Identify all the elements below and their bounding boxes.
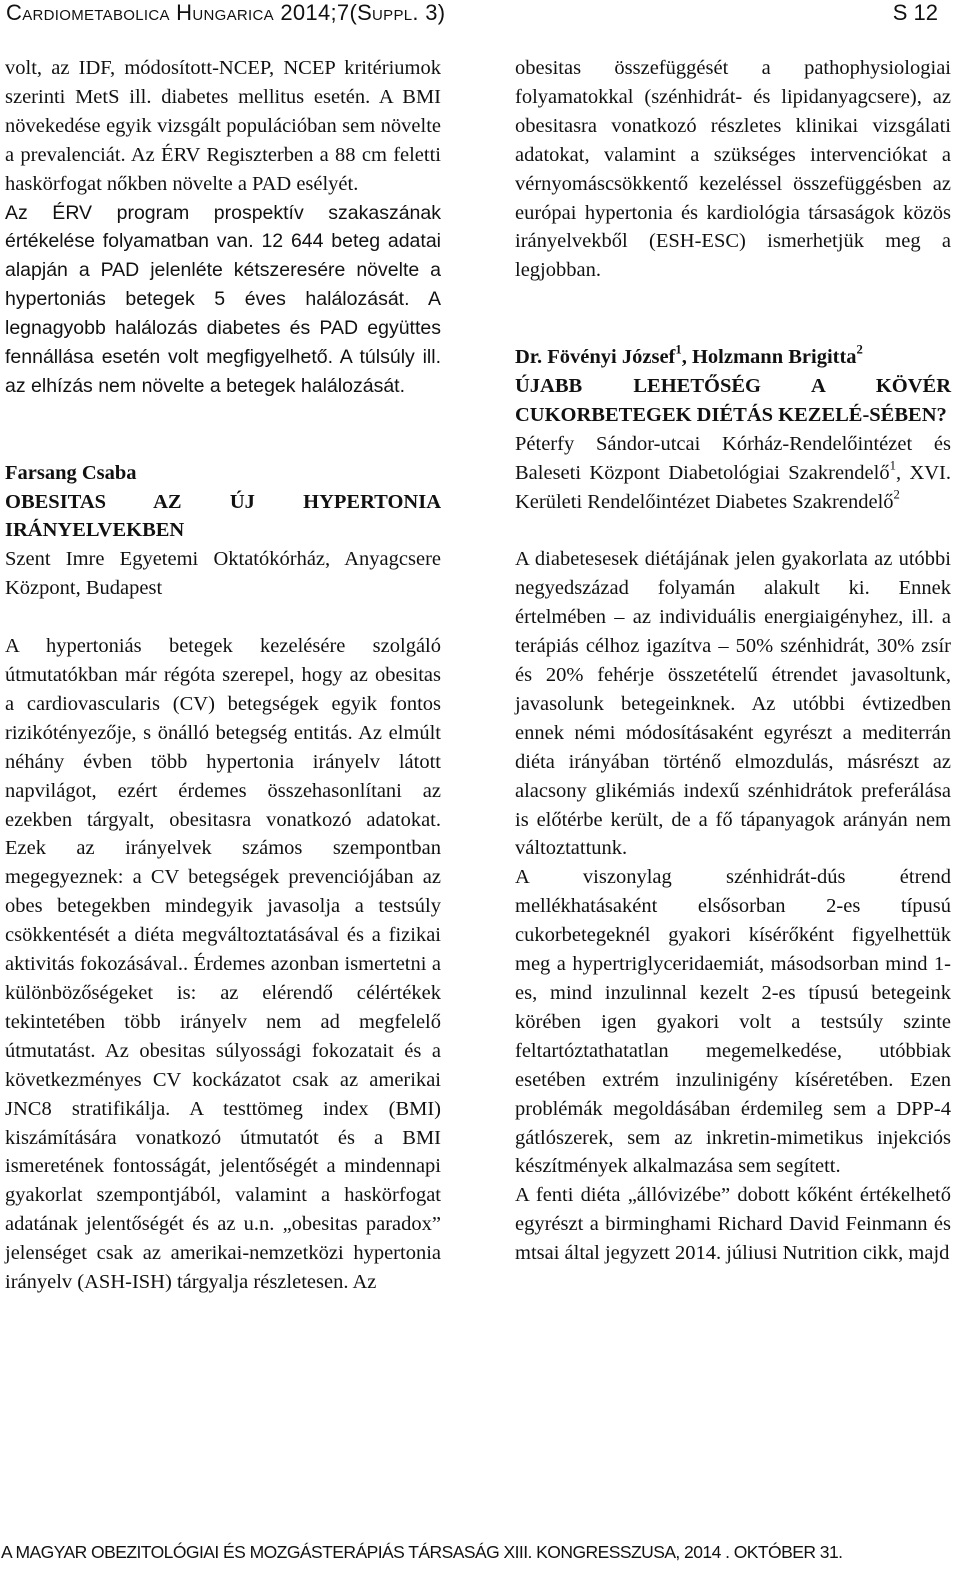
author-1-affil-mark: 1 (675, 342, 682, 357)
right-paragraph-1: obesitas összefüggését a pathophysiologiai folyamatokkal (szénhidrát- és lipidanyagcsere), az obesitasra vonatkozó részletes klinikai vizsgálati adatokat, valamint a szükséges intervenciókat a vérnyomáscsökkentő kezeléssel összefüggésben az európai hypertonia és kardiológia társaságok közös irányelvekből (ESH-ESC) ismerhetjük meg a legjobban. (515, 57, 951, 282)
abstract-body: A hypertoniás betegek kezelésére szolgáló útmutatókban már régóta szerepel, hogy az obesitas a cardiovascularis (CV) betegségek egyik fontos rizikótényezője, s önálló betegség entitás. Az elmúlt néhány évben több hypertonia irányelv látott napvilágot, ezért érdemes összehasonlítani az ezekben tárgyalt, obesitasra vonatkozó adatokat. Ezek az irányelvek számos szempontban megegyeznek: a CV betegségek prevenciójában az obes betegekben mindegyik javasolja a testsúly csökkentését a diéta megváltoztatásával és a fizikai aktivitás fokozásával.. Érdemes azonban ismertetni a különbözőségeket is: az elérendő célértékek tekintetében több irányelv nem ad megfelelő útmutatást. Az obesitas súlyossági fokozatait és a következményes CV kockázatot csak az amerikai JNC8 stratifikálja. A testtömeg index (BMI) kiszámítására vonatkozó útmutatót és a BMI ismeretének fontosságát, jelentőségét a mindennapi gyakorlat szempontjából, valamint a haskörfogat adatának jelentőségét és az u.n. „obesitas paradox” jelenséget csak az amerikai-nemzetközi hypertonia irányelv (ASH-ISH) tárgyalja részletesen. Az (5, 635, 441, 1294)
right-column (515, 54, 951, 1268)
affiliation-1-mark: 1 (889, 458, 896, 473)
abstract-title: OBESITAS AZ ÚJ HYPERTONIA IRÁNYELVEKBEN (5, 490, 441, 542)
abstract-author: Farsang Csaba (5, 461, 137, 484)
author-2: Holzmann Brigitta (691, 346, 857, 369)
right-paragraph-4: A fenti diéta „állóvizébe” dobott kőként értékelhető egyrészt a birminghami Richard David Feinmann és mtsai által jegyzett 2014. júliusi Nutrition cikk, majd (515, 1184, 951, 1265)
running-header (0, 0, 960, 30)
page-number: S 12 (892, 0, 938, 25)
right-paragraph-3: A viszonylag szénhidrát-dús étrend mellékhatásaként elsősorban 2-es típusú cukorbetegeknél gyakori kísérőként figyelhettük meg a hypertriglyceridaemiát, másodsorban mind 1-es, mind inzulinnal kezelt 2-es típusú betegeink körében igen gyakori volt a testsúly szinte feltartóztathatatlan megemelkedése, utóbbiak esetében extrém inzulinigény kíséretében. Ezen problémák megoldásában érdemileg sem a DPP-4 gátlószerek, sem az inkretin-mimetikus injekciós készítmények alkalmazása sem segített. (515, 866, 951, 1178)
abstract-affiliations (515, 430, 951, 517)
spacer (5, 401, 441, 459)
spacer (515, 516, 951, 545)
left-column (5, 54, 441, 1297)
left-paragraph-2: Az ÉRV program prospektív szakaszának értékelése folyamatban van. 12 644 beteg adatai alapján a PAD jelenléte kétszeresére növelte a hypertoniás betegek 5 éves halálozását. A legnagyobb halálozás diabetes és PAD együttes fennállása esetén volt megfigyelhető. A túlsúly ill. az elhízás nem növelte a betegek halálozását. (5, 201, 441, 397)
spacer (5, 603, 441, 632)
author-separator: , (681, 346, 692, 369)
abstract-authors (515, 343, 951, 372)
abstract-title: ÚJABB LEHETŐSÉG A KÖVÉR CUKORBETEGEK DIÉTÁS KEZELÉ-SÉBEN? (515, 374, 951, 426)
affiliation-2-mark: 2 (893, 487, 900, 502)
affiliation-1: Péterfy Sándor-utcai Kórház-Rendelőintézet és Baleseti Központ Diabetológiai Szakrendelő (515, 432, 951, 484)
right-paragraph-2: A diabetesesek diétájának jelen gyakorlata az utóbbi negyedszázad folyamán alakult ki. Ennek értelmében – az individuális energiaigényhez, ill. a terápiás célhoz igazítva – 50% szénhidrát, 30% zsír és 20% fehérje összetételű étrendet javasoltunk, javasolunk betegeinknek. Az utóbbi évtizedben ennek némi módosításaként egyrészt a mediterrán diéta irányában történő elmozdulás, másrészt az alacsony glikémiás indexű szénhidrátok preferálása is előtérbe került, de a fő tápanyagok arányán nem változtattunk. (515, 548, 951, 860)
author-1: Dr. Fövényi József (515, 346, 676, 369)
journal-title: Cardiometabolica Hungarica 2014;7(Suppl. 3) (6, 0, 446, 25)
running-footer: A MAGYAR OBEZITOLÓGIAI ÉS MOZGÁSTERÁPIÁS TÁRSASÁG XIII. KONGRESSZUSA, 2014 . OKTÓBER 31. (1, 1542, 843, 1562)
abstract-affiliation: Szent Imre Egyetemi Oktatókórház, Anyagcsere Központ, Budapest (5, 548, 441, 600)
author-2-affil-mark: 2 (856, 342, 863, 357)
affiliation-2: XVI. Kerületi Rendelőintézet Diabetes Szakrendelő (515, 461, 952, 513)
left-paragraph-1: volt, az IDF, módosított-NCEP, NCEP kritériumok szerinti MetS ill. diabetes mellitus esetén. A BMI növekedése egyik vizsgált populációban sem növelte a prevalenciát. Az ÉRV Regiszterben a 88 cm feletti haskörfogat nőkben növelte a PAD esélyét. (5, 57, 441, 195)
spacer (515, 285, 951, 343)
affiliation-separator: , (895, 461, 910, 484)
